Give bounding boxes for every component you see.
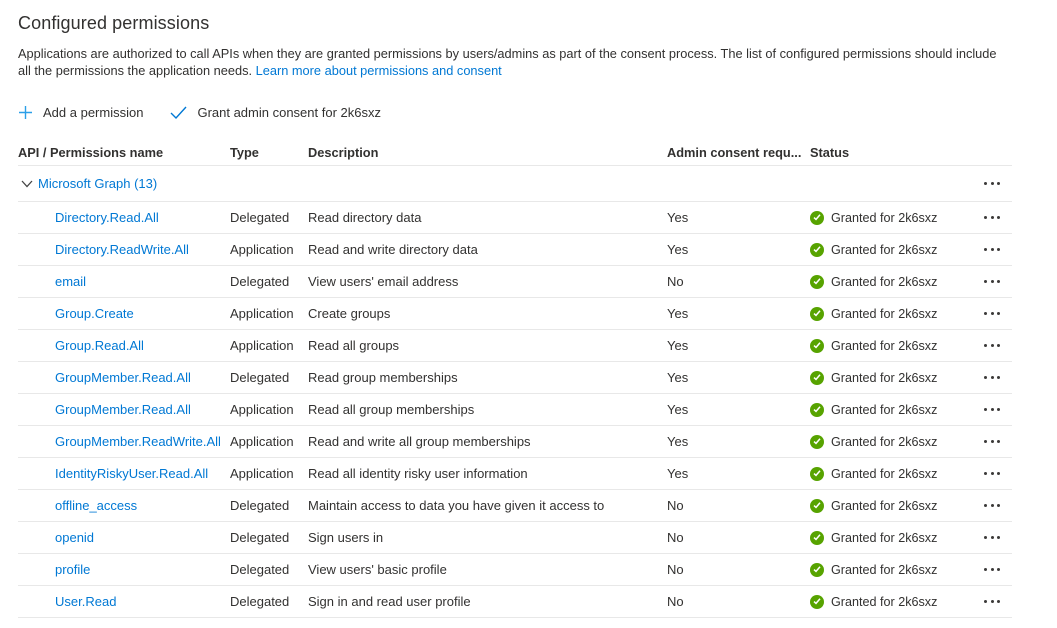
api-group-toggle[interactable]: [18, 176, 970, 191]
permission-link[interactable]: GroupMember.ReadWrite.All: [55, 434, 221, 449]
permission-link[interactable]: GroupMember.Read.All: [55, 370, 191, 385]
row-menu-button[interactable]: [982, 564, 1002, 575]
granted-check-icon: [810, 371, 824, 385]
status-cell: [810, 435, 970, 449]
status-cell: [810, 595, 970, 609]
status-label: Granted for 2k6sxz: [831, 562, 938, 577]
status-label: Granted for 2k6sxz: [831, 370, 938, 385]
status-label: Granted for 2k6sxz: [831, 498, 938, 513]
description-cell: Read and write all group memberships: [308, 434, 531, 449]
admin-consent-cell: No: [667, 530, 684, 545]
status-label: Granted for 2k6sxz: [831, 306, 938, 321]
add-permission-button[interactable]: [18, 105, 143, 120]
status-cell: [810, 275, 970, 289]
admin-consent-cell: Yes: [667, 466, 689, 481]
admin-consent-cell: No: [667, 498, 684, 513]
granted-check-icon: [810, 339, 824, 353]
description-cell: Sign users in: [308, 530, 384, 545]
status-cell: [810, 403, 970, 417]
status-label: Granted for 2k6sxz: [831, 338, 938, 353]
row-menu-button[interactable]: [982, 468, 1002, 479]
granted-check-icon: [810, 307, 824, 321]
description-cell: Read group memberships: [308, 370, 458, 385]
row-menu-button[interactable]: [982, 596, 1002, 607]
admin-consent-cell: Yes: [667, 402, 689, 417]
granted-check-icon: [810, 211, 824, 225]
column-header-type: Type: [230, 144, 259, 160]
admin-consent-cell: Yes: [667, 210, 689, 225]
status-cell: [810, 563, 970, 577]
status-label: Granted for 2k6sxz: [831, 594, 938, 609]
permission-link[interactable]: Group.Create: [55, 306, 134, 321]
plus-icon: [18, 105, 33, 120]
api-group-row: [18, 166, 1012, 202]
granted-check-icon: [810, 243, 824, 257]
learn-more-link[interactable]: Learn more about permissions and consent: [255, 63, 502, 78]
granted-check-icon: [810, 499, 824, 513]
permission-table-row: [18, 298, 1012, 330]
type-cell: Delegated: [230, 370, 290, 385]
type-cell: Application: [230, 242, 294, 257]
row-menu-button[interactable]: [982, 212, 1002, 223]
row-menu-button[interactable]: [982, 340, 1002, 351]
type-cell: Delegated: [230, 274, 290, 289]
row-menu-button[interactable]: [982, 500, 1002, 511]
permission-link[interactable]: offline_access: [55, 498, 138, 513]
status-cell: [810, 307, 970, 321]
admin-consent-cell: Yes: [667, 242, 689, 257]
status-cell: [810, 339, 970, 353]
permission-table-row: [18, 234, 1012, 266]
type-cell: Application: [230, 434, 294, 449]
granted-check-icon: [810, 595, 824, 609]
description-cell: Read all group memberships: [308, 402, 475, 417]
column-header-status: Status: [810, 144, 850, 160]
table-body: [18, 202, 1012, 618]
permission-table-row: [18, 362, 1012, 394]
group-menu-cell: [970, 178, 1012, 189]
status-label: Granted for 2k6sxz: [831, 402, 938, 417]
permission-table-row: [18, 266, 1012, 298]
description-cell: Maintain access to data you have given it access to: [308, 498, 605, 513]
grant-admin-consent-label: Grant admin consent for 2k6sxz: [197, 104, 381, 120]
column-header-description: Description: [308, 144, 379, 160]
permission-table-row: [18, 586, 1012, 618]
row-menu-button[interactable]: [982, 532, 1002, 543]
status-cell: [810, 371, 970, 385]
admin-consent-cell: No: [667, 594, 684, 609]
granted-check-icon: [810, 403, 824, 417]
permissions-table: [18, 139, 1012, 618]
admin-consent-cell: No: [667, 274, 684, 289]
status-cell: [810, 243, 970, 257]
add-permission-label: Add a permission: [43, 104, 144, 120]
permission-link[interactable]: IdentityRiskyUser.Read.All: [55, 466, 209, 481]
permission-link[interactable]: Group.Read.All: [55, 338, 144, 353]
section-description: [18, 45, 1010, 79]
row-menu-button[interactable]: [982, 308, 1002, 319]
permission-link[interactable]: GroupMember.Read.All: [55, 402, 191, 417]
permission-link[interactable]: Directory.Read.All: [55, 210, 159, 225]
command-bar: [18, 100, 1012, 124]
status-label: Granted for 2k6sxz: [831, 274, 938, 289]
granted-check-icon: [810, 275, 824, 289]
status-cell: [810, 499, 970, 513]
check-icon: [170, 106, 187, 119]
permission-table-row: [18, 330, 1012, 362]
api-group-link[interactable]: Microsoft Graph (13): [38, 176, 158, 191]
permission-table-row: [18, 490, 1012, 522]
status-cell: [810, 467, 970, 481]
row-menu-button[interactable]: [982, 404, 1002, 415]
permission-link[interactable]: openid: [55, 530, 95, 545]
permission-link[interactable]: profile: [55, 562, 91, 577]
permission-link[interactable]: User.Read: [55, 594, 117, 609]
column-header-name: API / Permissions name: [18, 144, 164, 160]
status-cell: [810, 211, 970, 225]
description-cell: Read and write directory data: [308, 242, 478, 257]
admin-consent-cell: Yes: [667, 434, 689, 449]
row-menu-button[interactable]: [982, 276, 1002, 287]
description-cell: View users' email address: [308, 274, 459, 289]
granted-check-icon: [810, 531, 824, 545]
granted-check-icon: [810, 563, 824, 577]
description-cell: View users' basic profile: [308, 562, 447, 577]
description-cell: Read all groups: [308, 338, 400, 353]
status-label: Granted for 2k6sxz: [831, 242, 938, 257]
type-cell: Application: [230, 306, 294, 321]
type-cell: Delegated: [230, 498, 290, 513]
permission-table-row: [18, 554, 1012, 586]
row-menu-button[interactable]: [982, 244, 1002, 255]
row-menu-button[interactable]: [982, 436, 1002, 447]
status-label: Granted for 2k6sxz: [831, 434, 938, 449]
status-label: Granted for 2k6sxz: [831, 466, 938, 481]
permission-table-row: [18, 458, 1012, 490]
permission-table-row: [18, 426, 1012, 458]
type-cell: Delegated: [230, 562, 290, 577]
granted-check-icon: [810, 435, 824, 449]
admin-consent-cell: Yes: [667, 370, 689, 385]
description-text: Applications are authorized to call APIs when they are granted permissions by users/admins as part of the consent process. The list of configured permissions should include all the permissions the application needs.: [18, 46, 997, 78]
type-cell: Application: [230, 402, 294, 417]
granted-check-icon: [810, 467, 824, 481]
description-cell: Sign in and read user profile: [308, 594, 471, 609]
description-cell: Read directory data: [308, 210, 422, 225]
type-cell: Delegated: [230, 594, 290, 609]
type-cell: Delegated: [230, 530, 290, 545]
description-cell: Create groups: [308, 306, 391, 321]
permission-table-row: [18, 202, 1012, 234]
row-menu-button[interactable]: [982, 372, 1002, 383]
admin-consent-cell: Yes: [667, 306, 689, 321]
status-label: Granted for 2k6sxz: [831, 530, 938, 545]
type-cell: Delegated: [230, 210, 290, 225]
status-label: Granted for 2k6sxz: [831, 210, 938, 225]
column-header-admin-consent: Admin consent requ...: [667, 144, 802, 160]
admin-consent-cell: No: [667, 562, 684, 577]
admin-consent-cell: Yes: [667, 338, 689, 353]
permission-table-row: [18, 394, 1012, 426]
chevron-down-icon: [21, 180, 33, 188]
grant-admin-consent-button[interactable]: [170, 105, 381, 120]
permission-link[interactable]: Directory.ReadWrite.All: [55, 242, 189, 257]
type-cell: Application: [230, 466, 294, 481]
permission-link[interactable]: email: [55, 274, 87, 289]
permission-table-row: [18, 522, 1012, 554]
description-cell: Read all identity risky user information: [308, 466, 528, 481]
page-title: Configured permissions: [18, 13, 210, 33]
status-cell: [810, 531, 970, 545]
type-cell: Application: [230, 338, 294, 353]
group-row-menu-button[interactable]: [982, 178, 1002, 189]
table-header-row: [18, 139, 1012, 166]
